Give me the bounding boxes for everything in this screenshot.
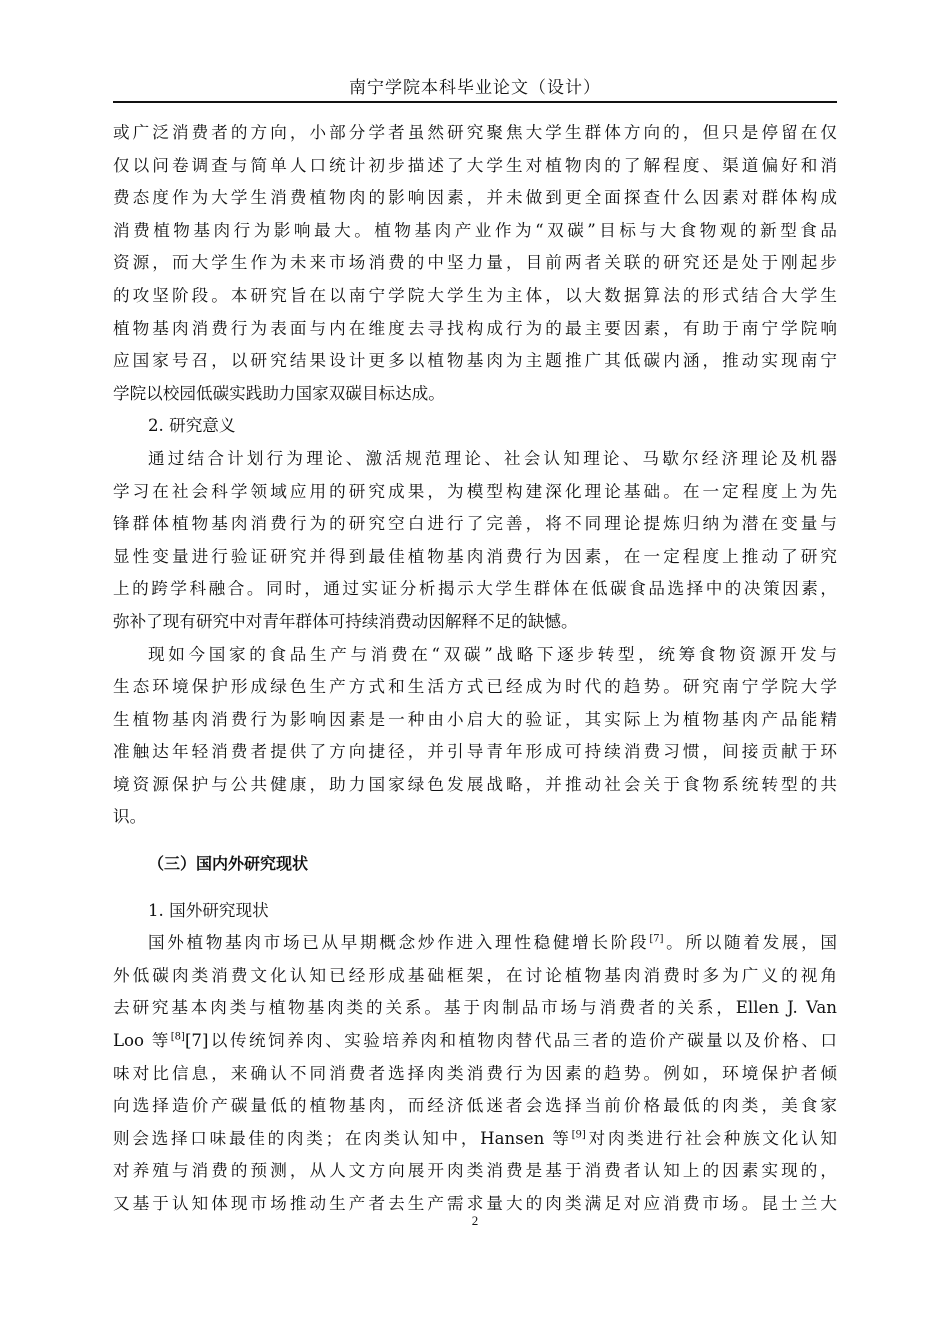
text-line: Loo 等[8][7]以传统饲养肉、实验培养肉和植物肉替代品三者的造价产碳量以及价格、口 [113,1031,837,1051]
text-line: 学习在社会科学领域应用的研究成果，为模型构建深化理论基础。在一定程度上为先 [113,481,837,501]
section-heading-research-status: （三）国内外研究现状 [148,854,309,874]
text-line: 生植物基肉消费行为影响因素是一种由小启大的验证，其实际上为植物基肉产品能精 [113,709,837,729]
citation: [7] [649,933,664,945]
header-rule [113,101,837,103]
text-line: 植物基肉消费行为表面与内在维度去寻找构成行为的最主要因素，有助于南宁学院响 [113,318,837,338]
paragraph-foreign-status [113,927,837,1220]
subheading-foreign-status: 1. 国外研究现状 [148,900,269,920]
text-line: 费态度作为大学生消费植物肉的影响因素，并未做到更全面探查什么因素对群体构成 [113,188,837,208]
text-line: 识。 [113,807,147,827]
text-line: 的攻坚阶段。本研究旨在以南宁学院大学生为主体，以大数据算法的形式结合大学生 [113,285,837,305]
text-line: 国外植物基肉市场已从早期概念炒作进入理性稳健增长阶段[7]。所以随着发展，国 [148,933,837,953]
text-line: 消费植物基肉行为影响最大。植物基肉产业作为“双碳”目标与大食物观的新型食品 [113,220,837,240]
text-line: 准触达年轻消费者提供了方向捷径，并引导青年形成可持续消费习惯，间接贡献于环 [113,742,837,762]
text-line: 学院以校园低碳实践助力国家双碳目标达成。 [113,383,445,403]
citation: [8] [170,1031,185,1043]
paragraph-significance-practice [113,639,837,835]
text-line: 外低碳肉类消费文化认知已经形成基础框架，在讨论植物基肉消费时多为广义的视角 [113,965,837,985]
page-body [113,117,837,1221]
text-line: 资源，而大学生作为未来市场消费的中坚力量，目前两者关联的研究还是处于刚起步 [113,253,837,273]
text-line: 通过结合计划行为理论、激活规范理论、社会认知理论、马歇尔经济理论及机器 [148,448,837,468]
paragraph-research-background [113,117,837,410]
paragraph-significance-theory [113,443,837,639]
text-line: 显性变量进行验证研究并得到最佳植物基肉消费行为因素，在一定程度上推动了研究 [113,546,837,566]
text-line: 弥补了现有研究中对青年群体可持续消费动因解释不足的缺憾。 [113,611,578,631]
citation: [9] [571,1129,586,1141]
text-line: 境资源保护与公共健康，助力国家绿色发展战略，并推动社会关于食物系统转型的共 [113,774,837,794]
text-line: 锋群体植物基肉消费行为的研究空白进行了完善，将不同理论提炼归纳为潜在变量与 [113,514,837,534]
text-line: 则会选择口味最佳的肉类；在肉类认知中，Hansen 等[9]对肉类进行社会种族文化认知 [113,1128,837,1148]
text-line: 去研究基本肉类与植物基肉类的关系。基于肉制品市场与消费者的关系，Ellen J. Van [113,998,837,1018]
text-line: 现如今国家的食品生产与消费在“双碳”战略下逐步转型，统筹食物资源开发与 [148,644,837,664]
text-line: 仅以问卷调查与简单人口统计初步描述了大学生对植物肉的了解程度、渠道偏好和消 [113,155,837,175]
text-line: 味对比信息，来确认不同消费者选择肉类消费行为因素的趋势。例如，环境保护者倾 [113,1063,837,1083]
text-line: 又基于认知体现市场推动生产者去生产需求量大的肉类满足对应消费市场。昆士兰大 [113,1194,837,1213]
text-line: 或广泛消费者的方向，小部分学者虽然研究聚焦大学生群体方向的，但只是停留在仅 [113,123,837,142]
page-number: 2 [471,1213,479,1228]
text-line: 生态环境保护形成绿色生产方式和生活方式已经成为时代的趋势。研究南宁学院大学 [113,677,837,697]
subheading-research-significance: 2. 研究意义 [148,416,236,436]
text-line: 对养殖与消费的预测，从人文方向展开肉类消费是基于消费者认知上的因素实现的， [113,1161,837,1181]
text-line: 应国家号召，以研究结果设计更多以植物基肉为主题推广其低碳内涵，推动实现南宁 [113,351,837,371]
text-line: 上的跨学科融合。同时，通过实证分析揭示大学生群体在低碳食品选择中的决策因素， [113,579,837,599]
text-line: 向选择造价产碳量低的植物基肉，而经济低迷者会选择当前价格最低的肉类，美食家 [113,1096,837,1116]
running-header: 南宁学院本科毕业论文（设计） [349,78,601,98]
